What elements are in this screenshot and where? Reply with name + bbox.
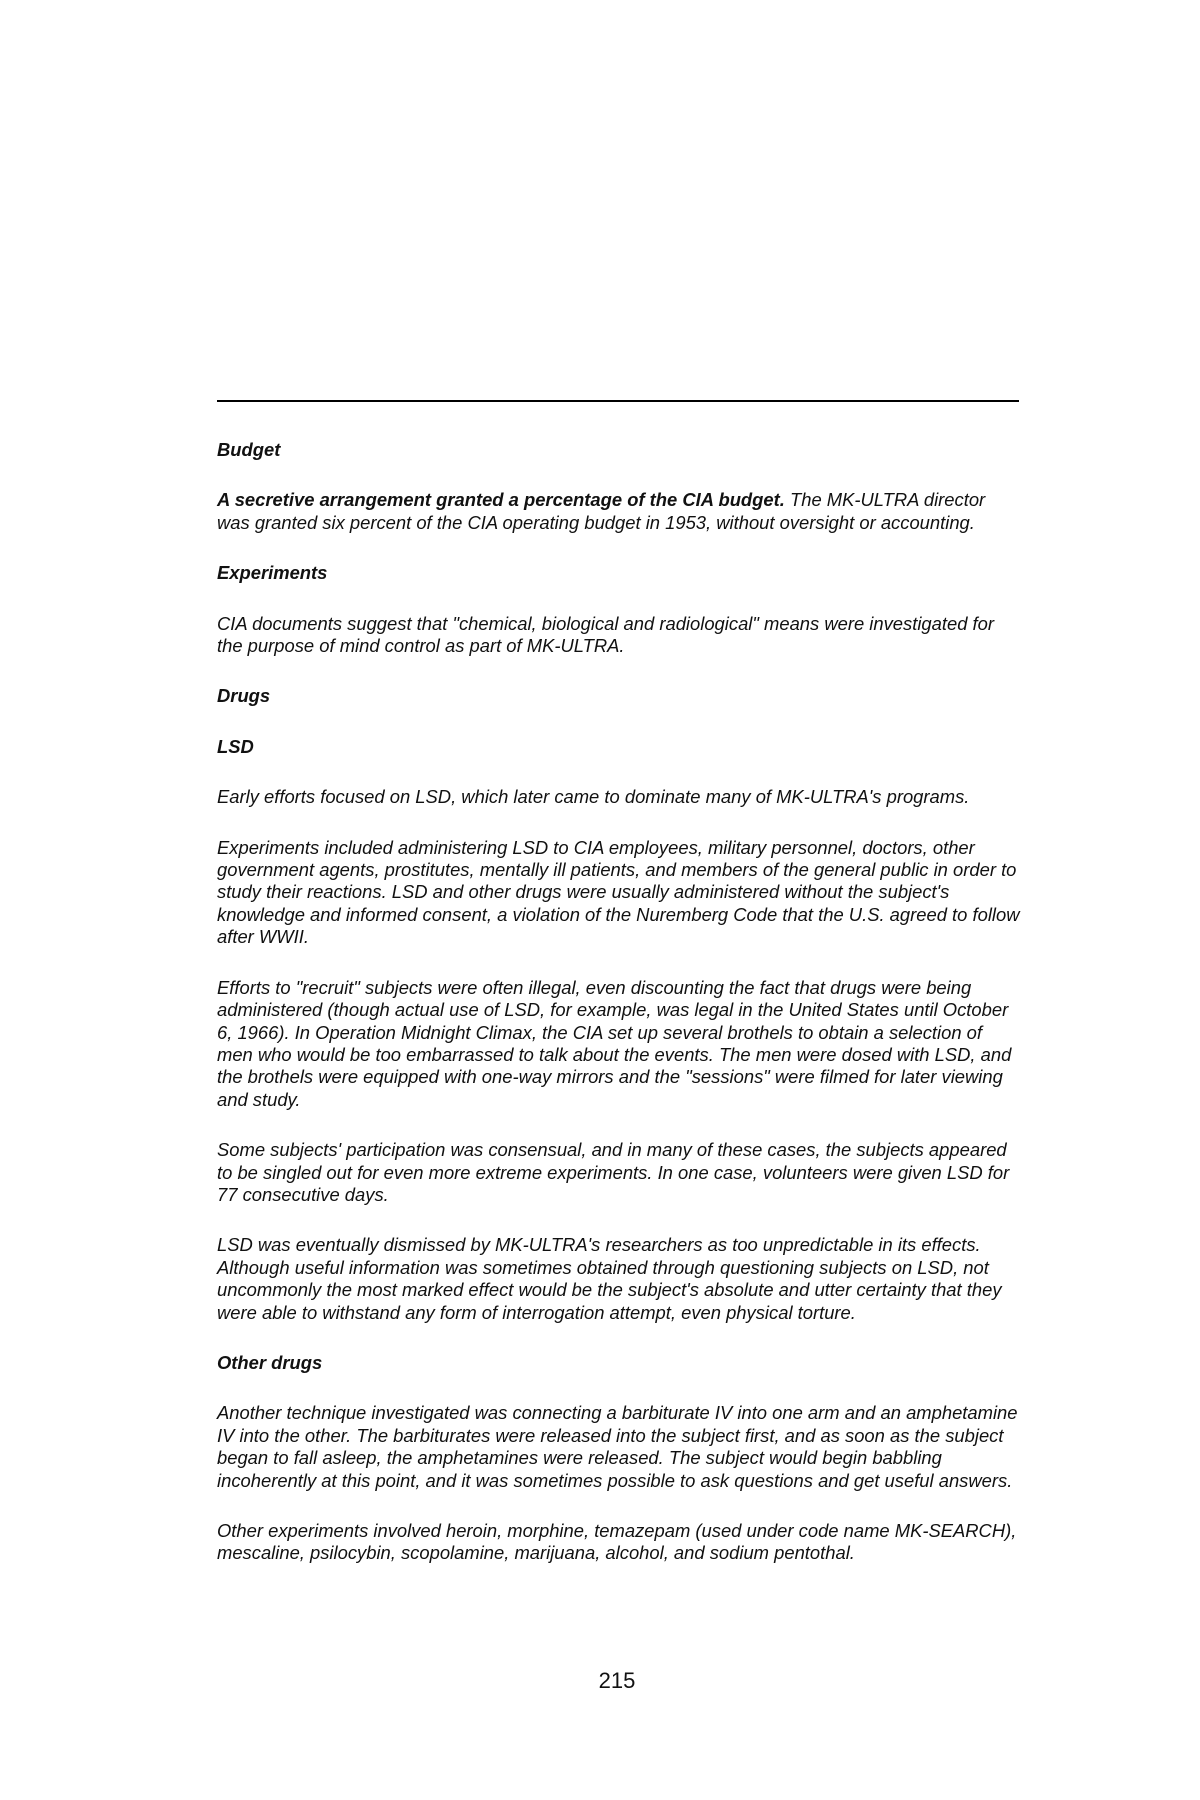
lsd-paragraph: Some subjects' participation was consensual, and in many of these cases, the subjects appeared to be singled out for even more extreme experiments. In one case, volunteers were given LSD for 77 consecutive days. xyxy=(217,1139,1010,1205)
header-rule xyxy=(217,400,1019,402)
budget-lead: A secretive arrangement granted a percentage of the CIA budget. xyxy=(217,489,785,511)
experiments-heading: Experiments xyxy=(217,562,328,584)
experiments-paragraph: CIA documents suggest that "chemical, biological and radiological" means were investigated for the purpose of mind control as part of MK-ULTRA. xyxy=(217,612,995,657)
lsd-heading: LSD xyxy=(217,735,254,757)
lsd-paragraph: Experiments included administering LSD to CIA employees, military personnel, doctors, other government agents, prostitutes, mentally ill patients, and members of the general public in order to study their reactions. LSD and other drugs were usually administered without the subject's knowledge and informed consent, a violation of the Nuremberg Code that the U.S. agreed to follow after WWII. xyxy=(217,836,1020,948)
drugs-heading: Drugs xyxy=(217,685,271,707)
lsd-paragraph: Efforts to "recruit" subjects were often illegal, even discounting the fact that drugs were being administered (though actual use of LSD, for example, was legal in the United States until October 6, 1966). In Operation Midnight Climax, the CIA set up several brothels to obtain a selection of men who would be too embarrassed to talk about the events. The men were dosed with LSD, and the brothels were equipped with one-way mirrors and the "sessions" were filmed for later viewing and study. xyxy=(217,976,1012,1110)
other-drugs-paragraph: Other experiments involved heroin, morphine, temazepam (used under code name MK-SEARCH), mescaline, psilocybin, scopolamine, marijuana, alcohol, and sodium pentothal. xyxy=(217,1520,1017,1564)
other-drugs-heading: Other drugs xyxy=(217,1351,323,1373)
other-drugs-paragraph: Another technique investigated was connecting a barbiturate IV into one arm and an amphetamine IV into the other. The barbiturates were released into the subject first, and as soon as the subject began to fall asleep, the amphetamines were released. The subject would begin babbling incoherently at this point, and it was sometimes possible to ask questions and get useful answers. xyxy=(217,1402,1018,1491)
page-content xyxy=(217,439,1021,1593)
lsd-paragraph: LSD was eventually dismissed by MK-ULTRA's researchers as too unpredictable in its effects. Although useful information was sometimes obtained through questioning subjects on LSD, not uncommonly the most marked effect would be the subject's absolute and utter certainty that they were able to withstand any form of interrogation attempt, even physical torture. xyxy=(217,1234,1002,1323)
budget-heading: Budget xyxy=(217,439,281,460)
budget-paragraph xyxy=(217,489,1021,534)
page-number: 215 xyxy=(598,1668,636,1693)
lsd-paragraph: Early efforts focused on LSD, which later came to dominate many of MK-ULTRA's programs. xyxy=(217,786,970,808)
budget-text: The MK-ULTRA director was granted six percent of the CIA operating budget in 1953, without oversight or accounting. xyxy=(217,489,986,533)
